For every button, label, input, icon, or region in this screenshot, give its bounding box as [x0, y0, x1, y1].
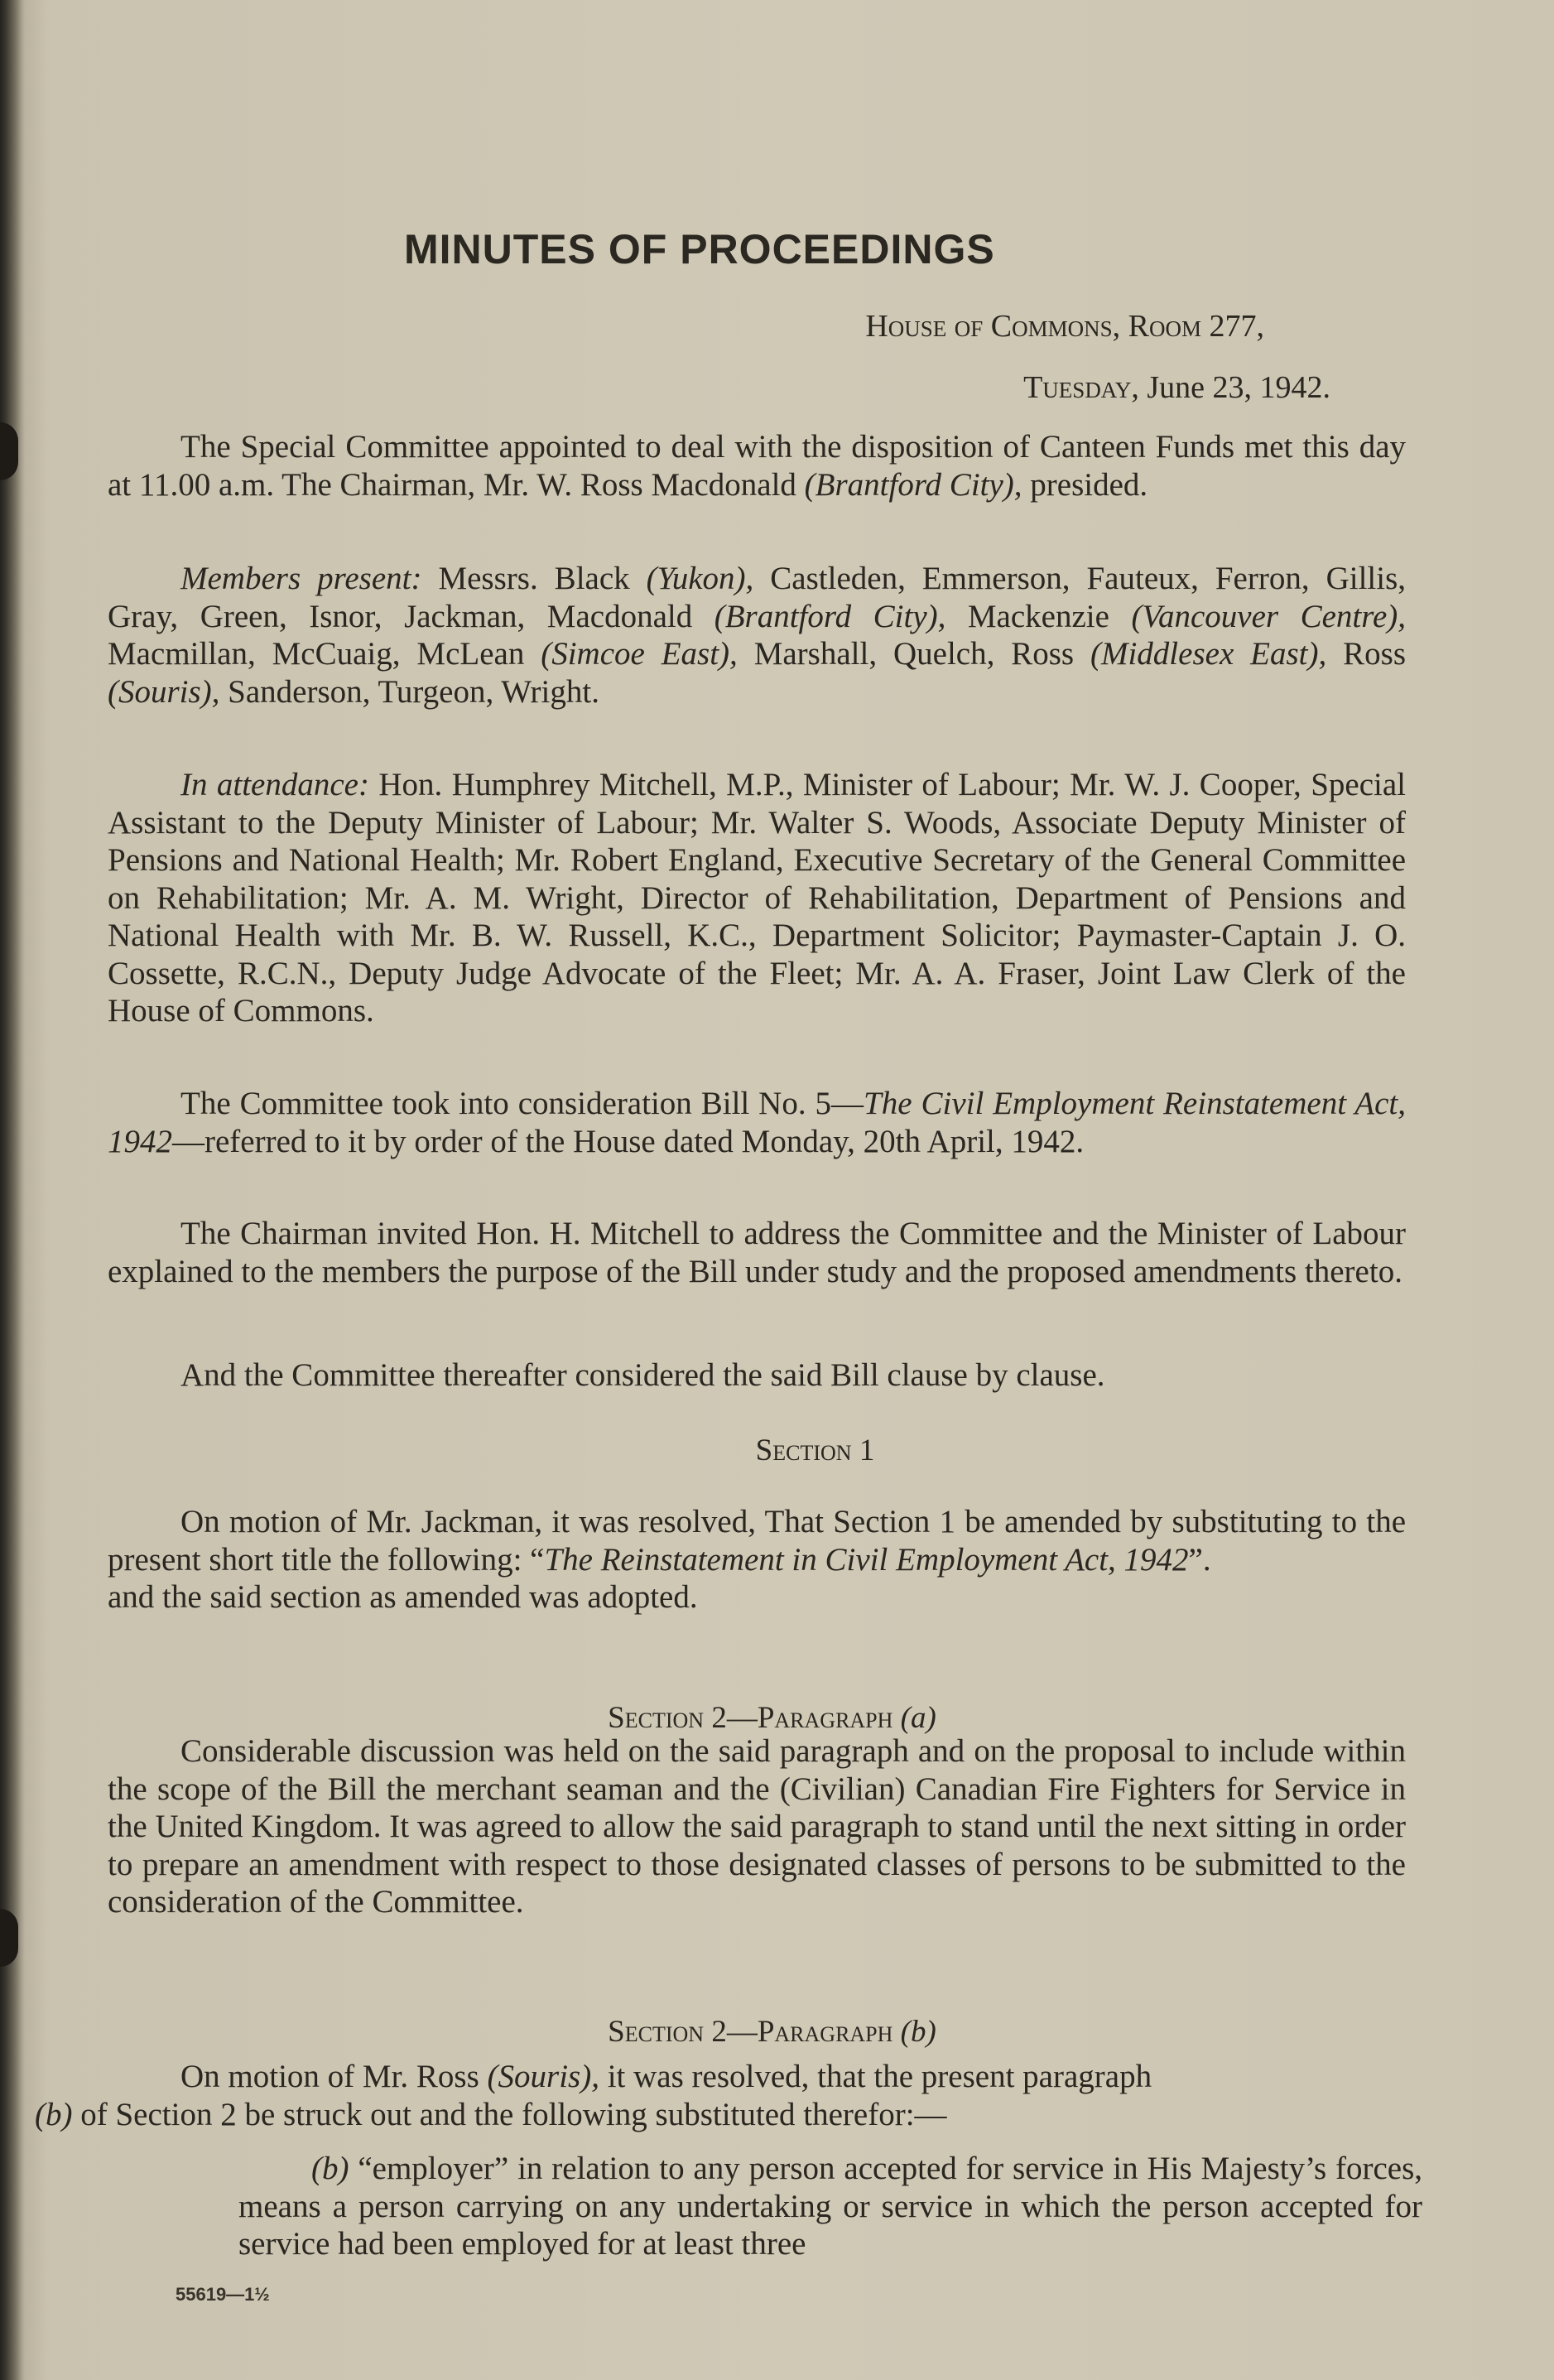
page-code: 55619—1½ — [176, 2284, 270, 2305]
paragraph-bill-consideration — [108, 1085, 1406, 1160]
text-run: —referred to it by order of the House dated Monday, 20th April, 1942. — [172, 1123, 1085, 1159]
text-run: Castleden, Emmerson, Fauteux, Ferron, Gillis, Gray, Green, Isnor, Jackman, Macdonald — [108, 561, 1406, 634]
paragraph-marker: (b) — [35, 2096, 73, 2132]
meeting-date-rest: June 23, 1942. — [1138, 370, 1330, 405]
paragraph-section-1-motion — [108, 1503, 1406, 1616]
punch-hole-top — [0, 422, 18, 480]
meeting-day: Tuesday, — [1023, 370, 1139, 405]
text-run: “employer” in relation to any person accepted for service in His Majesty’s forces, means a person carrying on any undertaking or service in which the person accepted for service had been employed for at least three — [238, 2151, 1422, 2262]
heading-section-2-paragraph-a — [0, 1700, 1549, 1736]
text-run: Mackenzie — [945, 598, 1132, 634]
bill-title: The Civil Employment Reinstatement Act, 1942 — [108, 1086, 1406, 1159]
punch-hole-bottom — [0, 1909, 18, 1967]
text-run-italic: (Middlesex East), — [1090, 636, 1327, 672]
meeting-place: House of Commons, Room 277, — [865, 309, 1264, 344]
text-run-italic: (Vancouver Centre), — [1131, 598, 1407, 634]
heading-letter: (b) — [900, 2015, 936, 2049]
text-run: of Section 2 be struck out and the following substituted therefor:— — [72, 2096, 947, 2132]
margin-marker-b — [35, 2097, 72, 2132]
text-run: Hon. Humphrey Mitchell, M.P., Minister of Labour; Mr. W. J. Cooper, Special Assistant to the Deputy Minister of Labour; Mr. Walter S. Woods, Associate Deputy Minister of Pensions and National Health; Mr. Robert England, Executive Secretary of the General Committee on Rehabilitation; Mr. A. M. Wright, Director of Rehabilitation, Department of Pensions and National Health with Mr. B. W. Russell, K.C., Department Solicitor; Paymaster-Captain J. O. Cossette, R.C.N., Deputy Judge Advocate of the Fleet; Mr. A. A. Fraser, Joint Law Clerk of the House of Commons. — [108, 767, 1406, 1029]
heading-text: Section 2—Paragraph — [608, 1701, 901, 1735]
text-run: Ross — [1326, 636, 1406, 672]
text-run: presided. — [1022, 466, 1148, 503]
paragraph-clause-by-clause: And the Committee thereafter considered the said Bill clause by clause. — [180, 1357, 1105, 1393]
meeting-date — [1023, 369, 1330, 406]
text-run: Macmillan, McCuaig, McLean — [108, 636, 541, 672]
paragraph-chairman-invited: The Chairman invited Hon. H. Mitchell to address the Committee and the Minister of Labour explained to the members the purpose of the Bill under study and the proposed amendments thereto. — [108, 1216, 1406, 1289]
text-run-italic: (Brantford City), — [804, 466, 1022, 503]
text-run-italic: (Yukon), — [646, 561, 754, 596]
paragraph-section-2b-motion — [35, 2058, 1406, 2133]
text-run: it was resolved, that the present paragraph — [599, 2059, 1152, 2094]
text-run-italic: (Souris), — [487, 2059, 599, 2094]
text-run-italic: (Brantford City), — [714, 598, 946, 634]
in-attendance-label: In attendance: — [180, 767, 369, 802]
paragraph-in-attendance — [108, 766, 1406, 1030]
heading-section-2-paragraph-b — [0, 2014, 1549, 2050]
paragraph-employer-definition — [238, 2150, 1422, 2263]
text-run-italic: (Simcoe East), — [541, 636, 738, 672]
text-run: ”. — [1188, 1541, 1211, 1578]
text-run: On motion of Mr. Ross — [180, 2059, 488, 2094]
paragraph-marker: (b) — [311, 2151, 349, 2186]
members-present-label: Members present: — [180, 561, 422, 596]
text-run: Marshall, Quelch, Ross — [737, 636, 1090, 672]
text-run: The Special Committee appointed to deal with the disposition of Canteen Funds met this day at 11.00 a.m. The Chairman, Mr. W. Ross Macdonald — [108, 429, 1406, 503]
text-run-adopted: and the said section as amended was adopted. — [108, 1579, 698, 1615]
text-run: The Committee took into consideration Bill No. 5— — [180, 1086, 864, 1121]
text-run: Messrs. Black — [421, 561, 647, 596]
paragraph-members-present — [108, 560, 1406, 711]
text-run: Sanderson, Turgeon, Wright. — [219, 673, 599, 710]
page-title: MINUTES OF PROCEEDINGS — [404, 226, 995, 272]
short-title: The Reinstatement in Civil Employment Act, 1942 — [544, 1541, 1189, 1578]
text-run: On motion of Mr. Jackman, it was resolved, That Section 1 be amended by substituting to the present short title the following: “ — [108, 1504, 1406, 1578]
text-run-italic: (Souris), — [108, 673, 220, 710]
heading-text: Section 2—Paragraph — [608, 2015, 901, 2049]
paragraph-section-2a-discussion: Considerable discussion was held on the said paragraph and on the proposal to include within the scope of the Bill the merchant seaman and the (Civilian) Canadian Fire Fighters for Service in the United Kingdom. It was agreed to allow the said paragraph to stand until the next sitting in order to prepare an amendment with respect to those designated classes of persons to be submitted to the consideration of the Committee. — [108, 1733, 1406, 1920]
heading-letter: (a) — [900, 1701, 936, 1735]
heading-section-1: Section 1 — [755, 1433, 875, 1467]
paragraph-opening — [108, 428, 1406, 503]
